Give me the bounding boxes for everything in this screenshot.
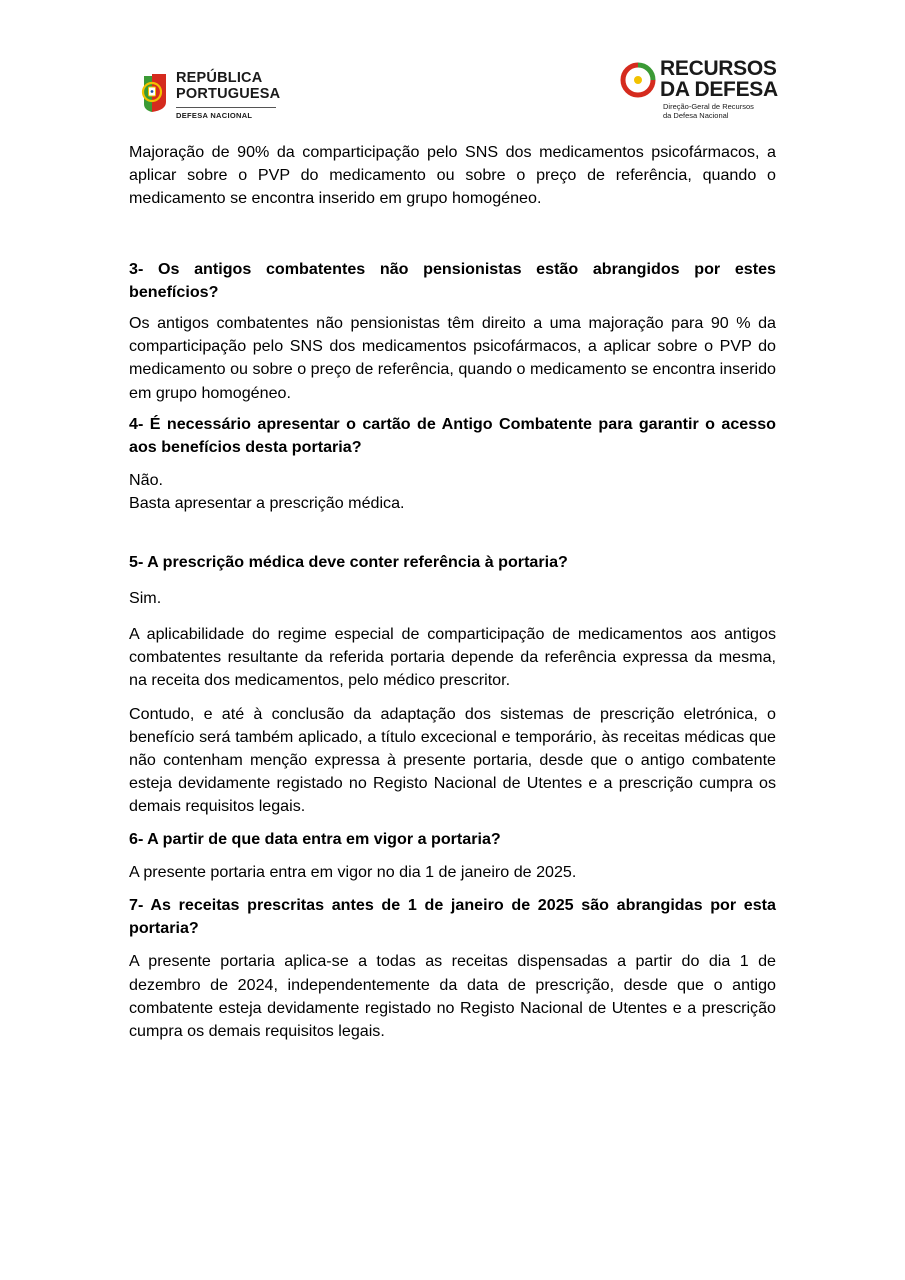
recursos-ring-icon [620, 62, 656, 98]
question-4: 4- É necessário apresentar o cartão de Antigo Combatente para garantir o acesso aos benefícios desta portaria? [129, 414, 776, 457]
logo-text-da-defesa: DA DEFESA [660, 78, 778, 101]
question-7: 7- As receitas prescritas antes de 1 de janeiro de 2025 são abrangidas por esta portaria? [129, 896, 776, 938]
logo-divider [176, 107, 276, 108]
portugal-emblem-icon [140, 68, 168, 112]
question-3: 3- Os antigos combatentes não pensionistas estão abrangidos por estes benefícios? [129, 259, 776, 301]
question-6: 6- A partir de que data entra em vigor a portaria? [129, 829, 501, 848]
answer-4-line1: Não. [129, 471, 163, 490]
recursos-da-defesa-logo [620, 58, 780, 124]
logo-text-republica: REPÚBLICA [176, 70, 263, 86]
answer-5-paragraph-1: A aplicabilidade do regime especial de comparticipação de medicamentos aos antigos combatentes resultante da referida portaria depende da referência expressa da mesma, na receita dos medicamentos, pelo médico prescritor. [129, 625, 776, 690]
answer-7: A presente portaria aplica-se a todas as receitas dispensadas a partir do dia 1 de dezembro de 2024, independentemente da data de prescrição, desde que o antigo combatente esteja devidamente registado no Registo Nacional de Utentes e a prescrição cumpra os demais requisitos legais. [129, 952, 776, 1041]
intro-paragraph: Majoração de 90% da comparticipação pelo SNS dos medicamentos psicofármacos, a aplicar sobre o PVP do medicamento ou sobre o preço de referência, quando o medicamento se encontra inserido em grupo homogéneo. [129, 143, 776, 208]
republica-portuguesa-logo [140, 66, 290, 126]
answer-4-line2: Basta apresentar a prescrição médica. [129, 494, 405, 513]
answer-5-short: Sim. [129, 588, 162, 607]
logo-text-recursos: RECURSOS [660, 57, 777, 80]
document-body [129, 141, 776, 1043]
logo-subtitle-defesa: DEFESA NACIONAL [176, 111, 253, 120]
answer-6: A presente portaria entra em vigor no dia 1 de janeiro de 2025. [129, 862, 577, 881]
logo-subtitle-line1: Direção-Geral de Recursos [663, 102, 754, 111]
logo-text-portuguesa: PORTUGUESA [176, 86, 281, 102]
logo-subtitle-line2: da Defesa Nacional [663, 111, 729, 120]
question-5: 5- A prescrição médica deve conter referência à portaria? [129, 552, 568, 571]
answer-5-paragraph-2: Contudo, e até à conclusão da adaptação dos sistemas de prescrição eletrónica, o benefício será também aplicado, a título excecional e temporário, às receitas médicas que não contenham menção expressa à presente portaria, desde que o antigo combatente esteja devidamente registado no Registo Nacional de Utentes e a prescrição cumpra os demais requisitos legais. [129, 704, 776, 816]
answer-3: Os antigos combatentes não pensionistas têm direito a uma majoração para 90 % da comparticipação pelo SNS dos medicamentos psicofármacos, a aplicar sobre o PVP do medicamento ou sobre o preço de referência, quando o medicamento se encontra inserido em grupo homogéneo. [129, 314, 776, 402]
